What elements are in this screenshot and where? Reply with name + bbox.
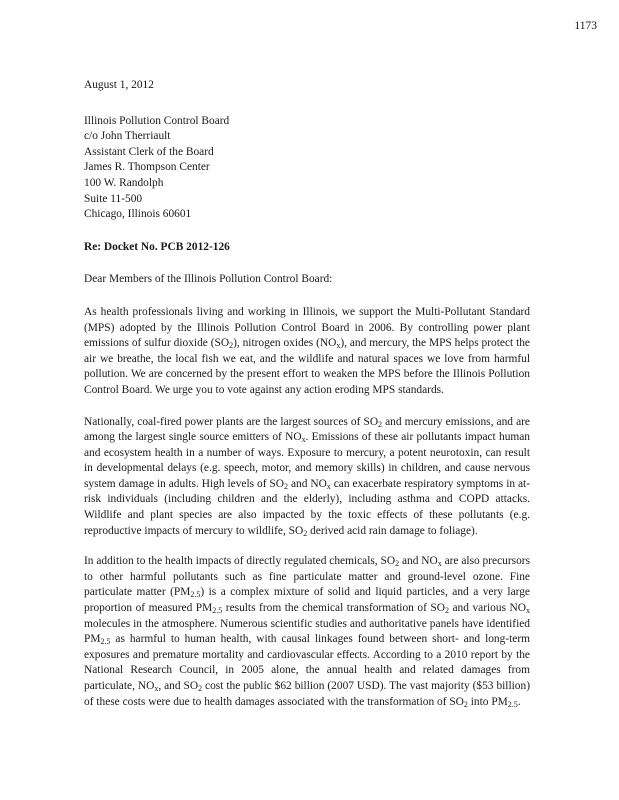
address-line: James R. Thompson Center: [84, 161, 210, 174]
paragraph-2: Nationally, coal-fired power plants are the largest sources of $SO_2$ and mercury emissions, and are among the largest single source emitters of $NO_x$. Emissions of these air pollutants impact human and ecosystem health in a number of ways. Exposure to mercury, a potent neurotoxin, can result in developmental delays (e.g. speech, motor, and memory skills) in children, and cause nervous system damage in adults. High levels of $SO_2$ and $NO_x$ can exacerbate respiratory symptoms in at-risk individuals (including children and the elderly), including asthma and COPD attacks. Wildlife and plant species are also impacted by the toxic effects of these pollutants (e.g. reproductive impacts of mercury to wildlife, $SO_2$ derived acid rain damage to foliage).: [84, 415, 531, 538]
paragraph-1: As health professionals living and working in Illinois, we support the Multi-Pollutant Standard (MPS) adopted by the Illinois Pollution Control Board in 2006. By controlling power plant emissions of sulfur dioxide $(SO_2)$, nitrogen oxides $(NO_x)$, and mercury, the MPS helps protect the air we breathe, the local fish we eat, and the wildlife and natural spaces we love from harmful pollution. We are concerned by the present effort to weaken the MPS before the Illinois Pollution Control Board. We urge you to vote against any action eroding MPS standards.: [84, 305, 530, 396]
letter-date: August 1, 2012: [84, 79, 154, 91]
address-line: Chicago, Illinois 60601: [84, 208, 192, 221]
address-line: 100 W. Randolph: [84, 176, 164, 189]
address-line: Suite 11-500: [84, 192, 143, 205]
re-line: Re: Docket No. PCB 2012-126: [84, 240, 230, 253]
page-number: 1173: [574, 20, 597, 32]
address-line: c/o John Therriault: [84, 130, 171, 143]
address-line: Assistant Clerk of the Board: [84, 145, 214, 158]
letter-body: [84, 78, 530, 726]
recipient-address: [84, 114, 530, 223]
salutation: Dear Members of the Illinois Pollution Control Board:: [84, 273, 333, 286]
address-line: Illinois Pollution Control Board: [84, 114, 230, 127]
paragraph-3: In addition to the health impacts of directly regulated chemicals, $SO_2$ and $NO_x$ are also precursors to other harmful pollutants such as fine particulate matter and ground-level ozone. Fine particulate matter $(PM_{2.5})$ is a complex mixture of solid and liquid particles, and a very large proportion of measured $PM_{2.5}$ results from the chemical transformation of $SO_2$ and various $NO_x$ molecules in the atmosphere. Numerous scientific studies and authoritative panels have identified $PM_{2.5}$ as harmful to human health, with causal linkages found between short- and long-term exposures and premature mortality and cardiovascular effects. According to a 2010 report by the National Research Council, in 2005 alone, the annual health and related damages from particulate, $NO_x$, and $SO_2$ cost the public $62 billion (2007 USD). The vast majority ($53 billion) of these costs were due to health damages associated with the transformation of $SO_2$ into $PM_{2.5}$.: [84, 555, 531, 709]
